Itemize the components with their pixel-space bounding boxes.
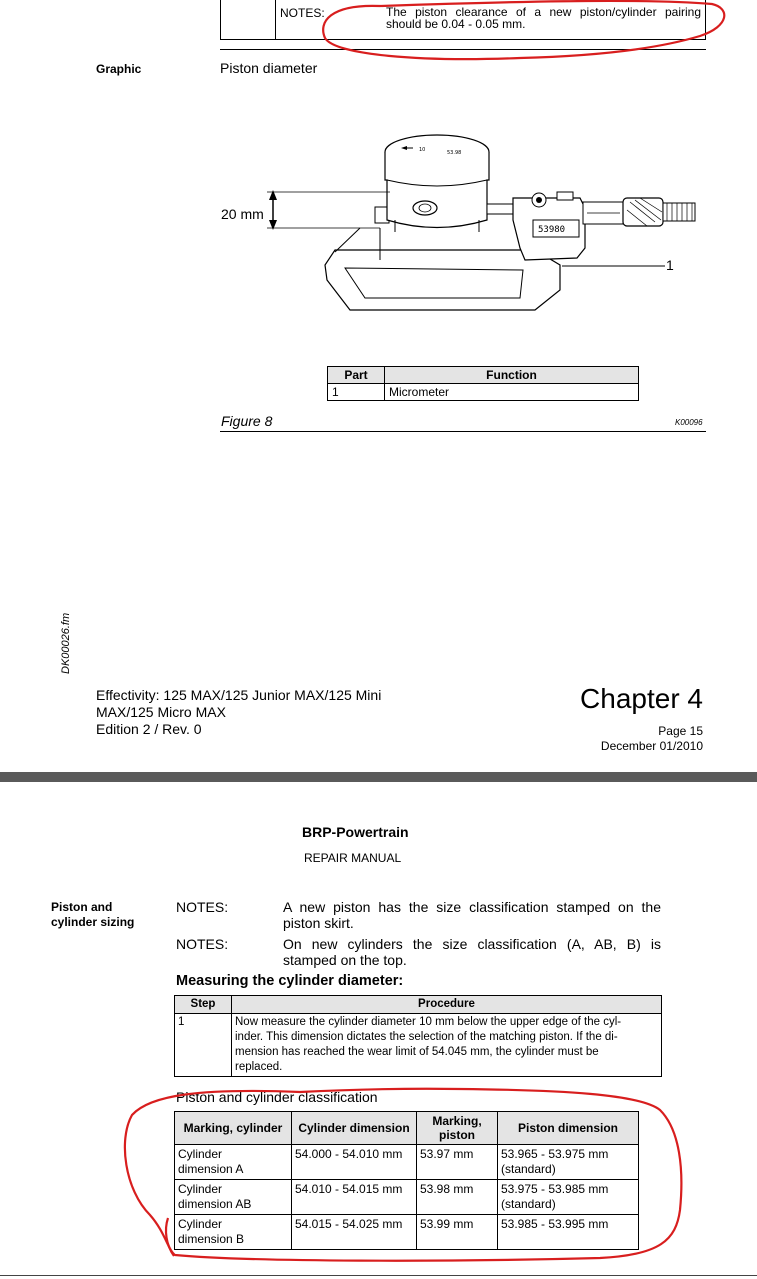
note-label: NOTES:: [176, 899, 229, 915]
section-heading: Measuring the cylinder diameter:: [176, 973, 404, 989]
class-cell-piston-dimension-line2: (standard): [501, 1197, 556, 1211]
class-cell-piston-dimension: [498, 1215, 639, 1250]
class-cell-cylinder-dimension: 54.000 - 54.010 mm: [292, 1145, 417, 1180]
piston-cylinder-sizing-label: [51, 900, 134, 930]
class-cell-piston-dimension-line1: 53.975 - 53.985 mm: [501, 1182, 609, 1196]
note-item: [176, 936, 662, 973]
top-note-text-content: The piston clearance of a new piston/cylinder pairing should be 0.04 - 0.05 mm.: [386, 5, 701, 31]
class-cell-piston-marking: 53.98 mm: [417, 1180, 498, 1215]
procedure-line: mension has reached the wear limit of 54.045 mm, the cylinder must be: [235, 1046, 599, 1058]
svg-text:53.98: 53.98: [447, 150, 462, 156]
micrometer-frame-inner: [345, 268, 523, 298]
class-cell-piston-dimension-line2: (standard): [501, 1162, 556, 1176]
piston-micrometer-illustration: [215, 120, 705, 325]
class-cell-marking-line2: dimension A: [178, 1162, 244, 1176]
class-cell-marking-line2: dimension AB: [178, 1197, 252, 1211]
class-cell-cylinder-dimension: 54.010 - 54.015 mm: [292, 1180, 417, 1215]
note-text-line1: A new piston has the size classification stamped on the: [283, 899, 661, 915]
class-cell-piston-marking: 53.99 mm: [417, 1215, 498, 1250]
svg-text:10: 10: [419, 147, 426, 153]
dimension-arrow-down: [269, 220, 277, 230]
class-cell-marking: [175, 1145, 292, 1180]
procedure-step-number: 1: [175, 1014, 232, 1077]
parts-cell-part: 1: [328, 384, 385, 401]
top-note-row: [220, 0, 706, 40]
procedure-line: Now measure the cylinder diameter 10 mm below the upper edge of the cyl-: [235, 1016, 622, 1028]
page-bottom-edge: [0, 1275, 757, 1276]
side-label-line1: Piston and: [51, 900, 113, 914]
footer-page: Page 15: [658, 724, 703, 738]
piston-body: [385, 152, 489, 228]
table-row: [175, 1014, 662, 1077]
class-cell-piston-marking: 53.97 mm: [417, 1145, 498, 1180]
class-header-piston-dimension: Piston dimension: [498, 1112, 639, 1145]
dimension-label: 20 mm: [221, 206, 264, 222]
note-item: [176, 899, 662, 936]
class-cell-marking-line1: Cylinder: [178, 1182, 223, 1196]
class-header-marking-piston-line2: piston: [439, 1128, 475, 1142]
side-file-name: DK00026.fm: [60, 612, 72, 674]
table-row: [175, 1180, 639, 1215]
note-label: NOTES:: [176, 936, 229, 952]
parts-table: [327, 366, 639, 401]
footer-effectivity-line1: Effectivity: 125 MAX/125 Junior MAX/125 Mini: [96, 687, 382, 703]
figure-rule: [220, 431, 706, 432]
class-cell-marking: [175, 1180, 292, 1215]
top-note-label: NOTES:: [276, 0, 383, 40]
class-cell-marking-line2: dimension B: [178, 1232, 245, 1246]
figure-caption: Figure 8: [221, 413, 273, 429]
footer-chapter: Chapter 4: [580, 683, 703, 714]
class-header-cylinder-dimension: Cylinder dimension: [292, 1112, 417, 1145]
procedure-table-header: [175, 996, 662, 1014]
class-cell-piston-dimension: [498, 1180, 639, 1215]
procedure-text: [232, 1014, 662, 1077]
class-cell-piston-dimension: [498, 1145, 639, 1180]
parts-cell-function: Micrometer: [385, 384, 639, 401]
note-text-line1: On new cylinders the size classification (A, AB, B) is: [283, 936, 661, 952]
micrometer-spindle: [487, 204, 515, 214]
procedure-header-step: Step: [175, 996, 232, 1014]
dimension-arrow-up: [269, 190, 277, 200]
classification-table-header: [175, 1112, 639, 1145]
section-rule-top: [220, 49, 706, 50]
header-manual: REPAIR MANUAL: [304, 851, 402, 865]
table-row: [175, 1145, 639, 1180]
class-header-marking-cylinder: Marking, cylinder: [175, 1112, 292, 1145]
classification-title: Piston and cylinder classification: [176, 1089, 378, 1105]
procedure-table: [174, 995, 662, 1077]
footer-effectivity: [96, 687, 381, 738]
class-header-marking-piston-line1: Marking,: [432, 1114, 482, 1128]
footer-page-info: [601, 724, 703, 754]
top-note-step-cell: [221, 0, 276, 40]
procedure-line: inder. This dimension dictates the selection of the matching piston. If the di-: [235, 1031, 618, 1043]
micrometer-ratchet: [663, 203, 695, 221]
micrometer-display-value: 53980: [538, 225, 566, 235]
class-cell-piston-dimension-line1: 53.985 - 53.995 mm: [501, 1217, 609, 1231]
table-row: [175, 1215, 639, 1250]
note-text-line2: piston skirt.: [283, 915, 354, 931]
footer-edition: Edition 2 / Rev. 0: [96, 721, 202, 737]
procedure-line: replaced.: [235, 1061, 283, 1073]
procedure-header-procedure: Procedure: [232, 996, 662, 1014]
parts-table-header: [328, 367, 639, 384]
classification-table: [174, 1111, 639, 1250]
class-cell-marking-line1: Cylinder: [178, 1147, 223, 1161]
callout-number: 1: [666, 257, 674, 273]
parts-header-part: Part: [328, 367, 385, 384]
graphic-side-label: Graphic: [96, 62, 142, 76]
note-text-line2: stamped on the top.: [283, 952, 407, 968]
notes-block: [176, 899, 662, 973]
footer-effectivity-line2: MAX/125 Micro MAX: [96, 704, 226, 720]
header-company: BRP-Powertrain: [302, 824, 409, 840]
class-header-marking-piston: [417, 1112, 498, 1145]
graphic-title: Piston diameter: [220, 60, 318, 76]
class-cell-marking-line1: Cylinder: [178, 1217, 223, 1231]
page-separator: [0, 772, 757, 782]
side-label-line2: cylinder sizing: [51, 915, 135, 929]
table-row: [328, 384, 639, 401]
class-cell-marking: [175, 1215, 292, 1250]
figure-code: K00096: [675, 418, 703, 427]
top-note-text: [382, 0, 706, 40]
class-cell-piston-dimension-line1: 53.965 - 53.975 mm: [501, 1147, 609, 1161]
class-cell-cylinder-dimension: 54.015 - 54.025 mm: [292, 1215, 417, 1250]
parts-header-function: Function: [385, 367, 639, 384]
footer-date: December 01/2010: [600, 739, 703, 753]
